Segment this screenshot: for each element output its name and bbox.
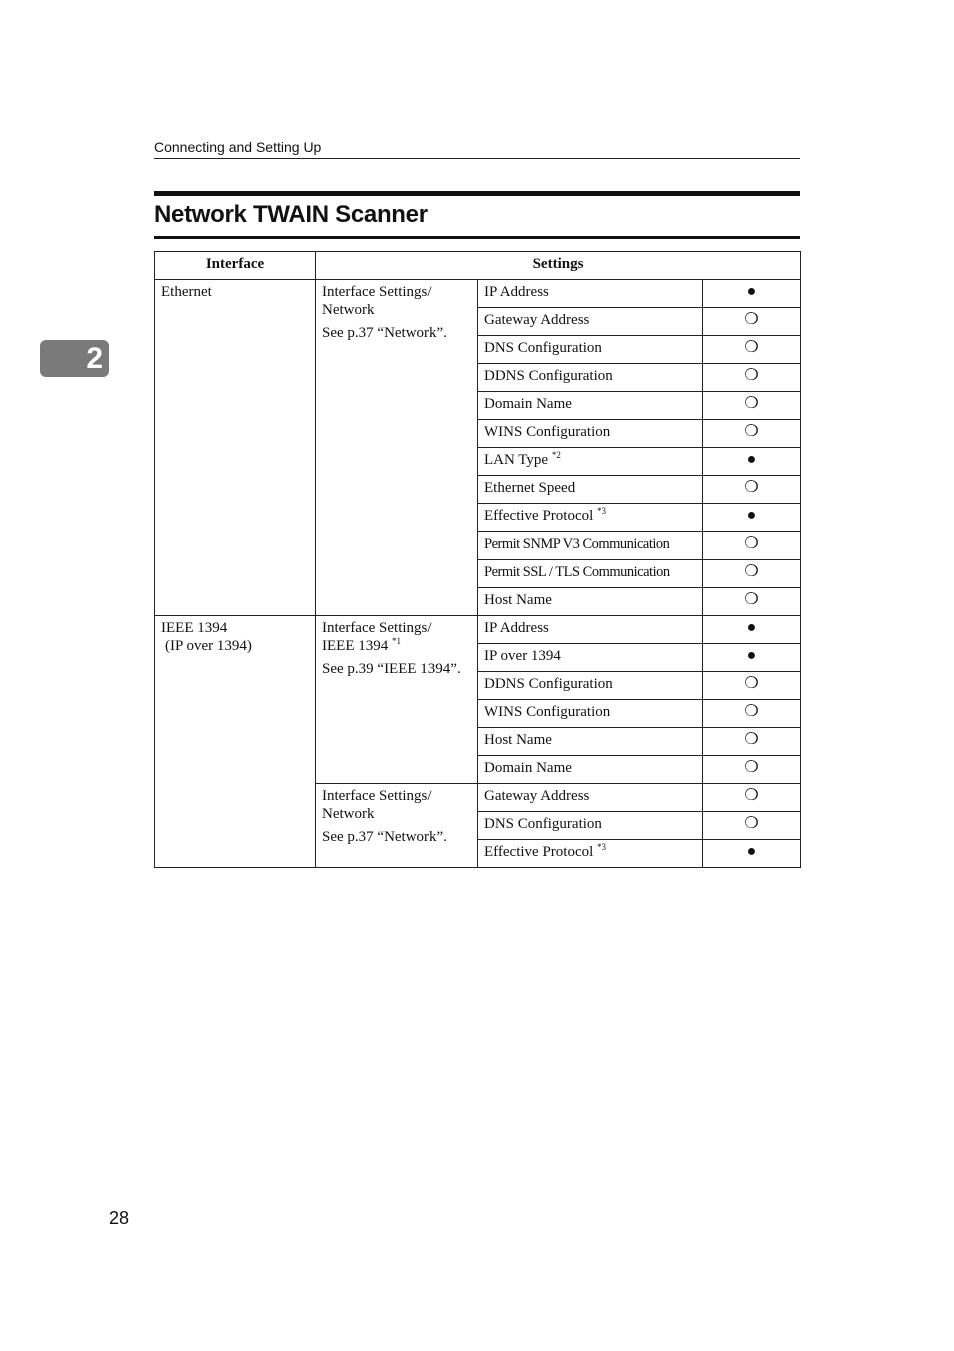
open-circle-icon: ❍ xyxy=(703,728,801,756)
section-title: Network TWAIN Scanner xyxy=(154,200,800,239)
interface-line: IEEE 1394 xyxy=(161,620,228,636)
open-circle-icon: ❍ xyxy=(703,336,801,364)
filled-circle-icon: ● xyxy=(703,616,801,644)
setting-item xyxy=(478,336,703,364)
setting-item xyxy=(478,784,703,812)
setting-label: Gateway Address xyxy=(484,788,590,804)
path-text: IEEE 1394 xyxy=(322,638,389,654)
setting-label: Permit SNMP V3 Communication xyxy=(484,536,670,552)
path-text: Network xyxy=(322,302,375,318)
open-circle-icon: ❍ xyxy=(703,560,801,588)
setting-item xyxy=(478,728,703,756)
setting-label: WINS Configuration xyxy=(484,704,611,720)
interface-ethernet: Ethernet xyxy=(155,280,316,616)
page-number: 28 xyxy=(109,1208,130,1228)
footnote-ref: *1 xyxy=(391,636,401,646)
footnote-ref: *2 xyxy=(551,450,561,460)
open-circle-icon: ❍ xyxy=(703,420,801,448)
path-line xyxy=(322,805,471,823)
settings-path xyxy=(316,280,478,616)
setting-label: Effective Protocol xyxy=(484,508,594,524)
open-circle-icon: ❍ xyxy=(703,812,801,840)
footnote-ref: *3 xyxy=(597,506,607,516)
setting-label: Domain Name xyxy=(484,760,572,776)
path-line xyxy=(322,301,471,319)
setting-item xyxy=(478,420,703,448)
setting-item xyxy=(478,308,703,336)
table-row xyxy=(155,616,801,644)
settings-path xyxy=(316,616,478,784)
setting-item xyxy=(478,504,703,532)
open-circle-icon: ❍ xyxy=(703,784,801,812)
interface-line: (IP over 1394) xyxy=(165,638,252,654)
table-body xyxy=(155,280,801,868)
col-interface: Interface xyxy=(155,252,316,280)
setting-label: LAN Type xyxy=(484,452,549,468)
interface-ieee1394 xyxy=(155,616,316,868)
open-circle-icon: ❍ xyxy=(703,392,801,420)
title-rule xyxy=(154,191,800,196)
setting-item xyxy=(478,448,703,476)
setting-label: Domain Name xyxy=(484,396,572,412)
setting-label: DNS Configuration xyxy=(484,816,602,832)
setting-label: Permit SSL / TLS Communication xyxy=(484,564,670,580)
setting-label: IP Address xyxy=(484,284,549,300)
open-circle-icon: ❍ xyxy=(703,756,801,784)
settings-path xyxy=(316,784,478,868)
open-circle-icon: ❍ xyxy=(703,700,801,728)
open-circle-icon: ❍ xyxy=(703,532,801,560)
path-line: Interface Settings/ xyxy=(322,284,432,300)
filled-circle-icon: ● xyxy=(703,280,801,308)
path-line: Interface Settings/ xyxy=(322,620,432,636)
open-circle-icon: ❍ xyxy=(703,588,801,616)
table-row xyxy=(155,280,801,308)
setting-label: DDNS Configuration xyxy=(484,676,613,692)
setting-label: Host Name xyxy=(484,732,552,748)
see-reference: See p.39 “IEEE 1394”. xyxy=(322,661,461,677)
settings-table xyxy=(154,251,801,868)
setting-label: Gateway Address xyxy=(484,312,590,328)
setting-item xyxy=(478,588,703,616)
open-circle-icon: ❍ xyxy=(703,364,801,392)
setting-label: WINS Configuration xyxy=(484,424,611,440)
filled-circle-icon: ● xyxy=(703,840,801,868)
setting-label: Host Name xyxy=(484,592,552,608)
setting-item xyxy=(478,476,703,504)
setting-item xyxy=(478,840,703,868)
setting-item xyxy=(478,364,703,392)
setting-label: IP over 1394 xyxy=(484,648,561,664)
setting-item xyxy=(478,756,703,784)
filled-circle-icon: ● xyxy=(703,448,801,476)
see-reference: See p.37 “Network”. xyxy=(322,325,447,341)
footnote-ref: *3 xyxy=(597,842,607,852)
path-text: Network xyxy=(322,806,375,822)
open-circle-icon: ❍ xyxy=(703,672,801,700)
setting-item xyxy=(478,812,703,840)
setting-item xyxy=(478,672,703,700)
setting-label: DDNS Configuration xyxy=(484,368,613,384)
setting-label: Ethernet Speed xyxy=(484,480,576,496)
filled-circle-icon: ● xyxy=(703,644,801,672)
setting-item xyxy=(478,700,703,728)
open-circle-icon: ❍ xyxy=(703,308,801,336)
path-line: Interface Settings/ xyxy=(322,788,432,804)
col-settings: Settings xyxy=(316,252,801,280)
setting-label: IP Address xyxy=(484,620,549,636)
table-header-row xyxy=(155,252,801,280)
setting-label: Effective Protocol xyxy=(484,844,594,860)
setting-item xyxy=(478,644,703,672)
filled-circle-icon: ● xyxy=(703,504,801,532)
open-circle-icon: ❍ xyxy=(703,476,801,504)
running-head: Connecting and Setting Up xyxy=(154,139,800,159)
setting-item xyxy=(478,560,703,588)
path-line xyxy=(322,637,471,655)
setting-item xyxy=(478,616,703,644)
setting-item xyxy=(478,392,703,420)
setting-item xyxy=(478,280,703,308)
chapter-tab: 2 xyxy=(40,340,109,377)
setting-item xyxy=(478,532,703,560)
setting-label: DNS Configuration xyxy=(484,340,602,356)
see-reference: See p.37 “Network”. xyxy=(322,829,447,845)
